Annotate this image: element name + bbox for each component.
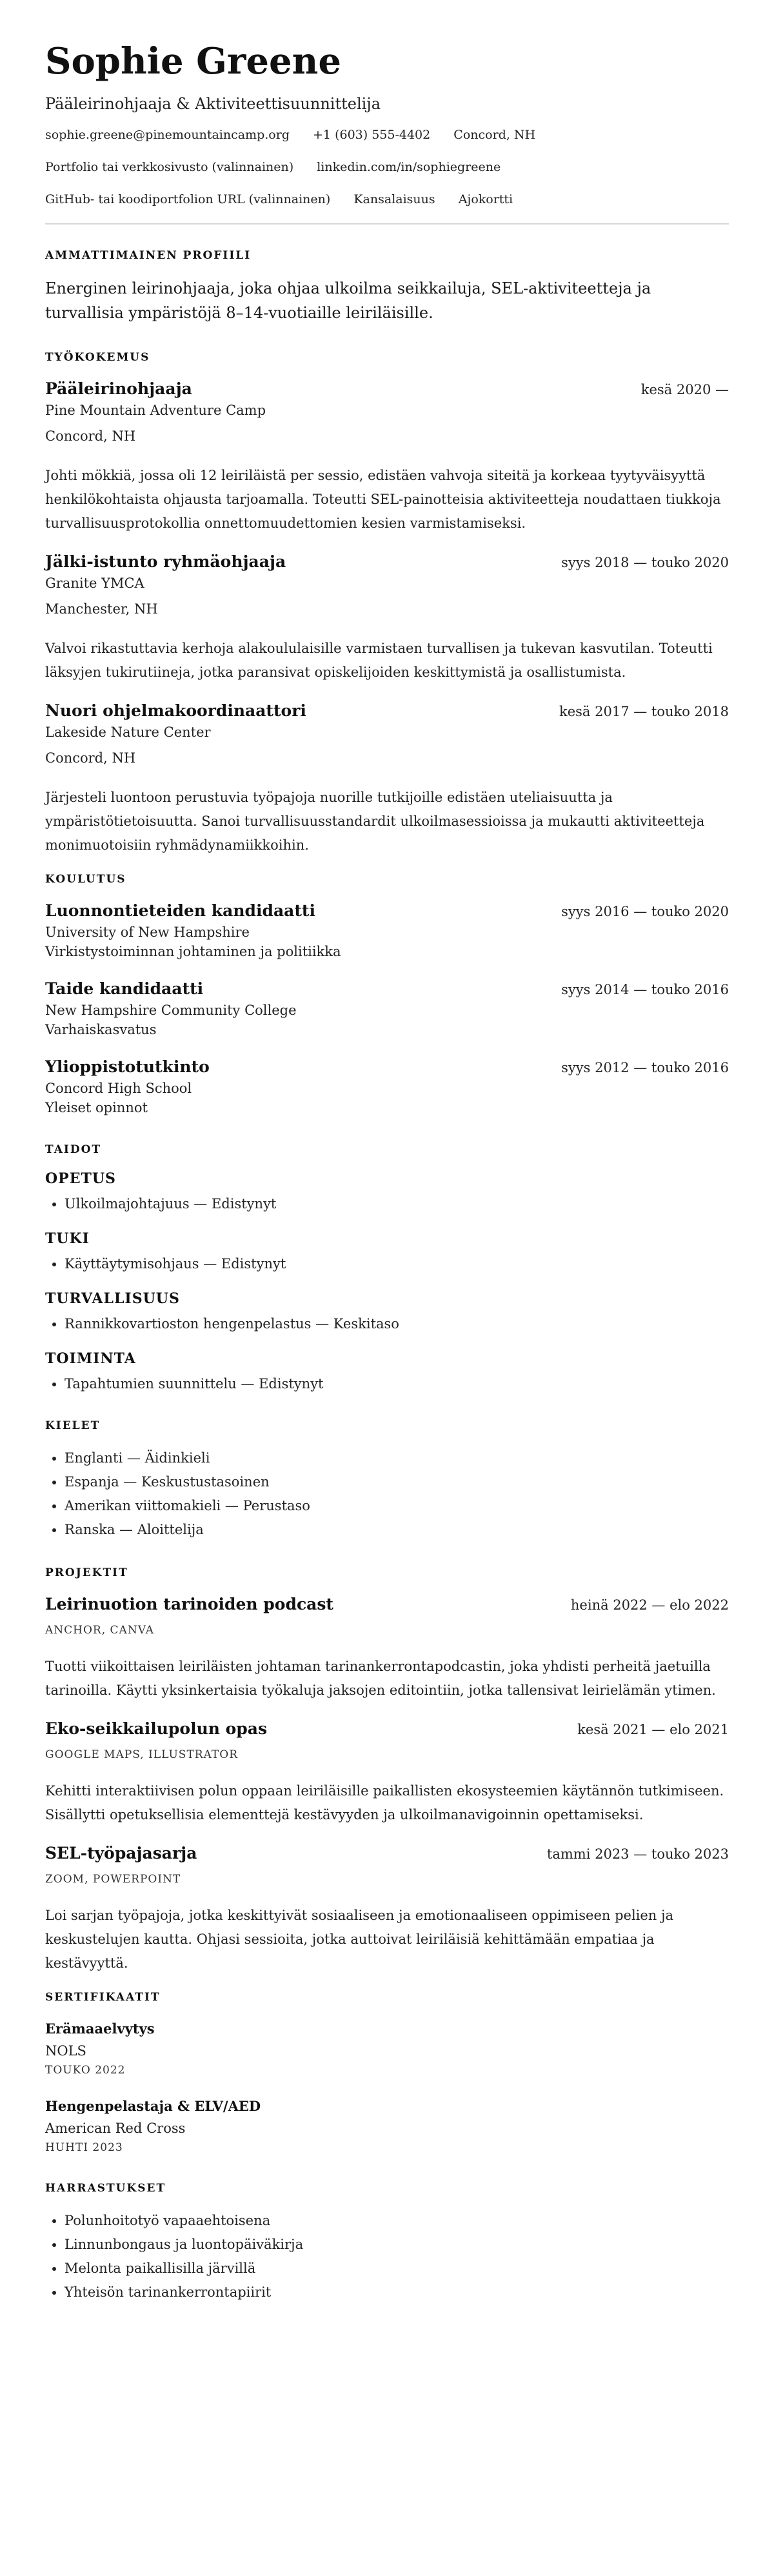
- job-employer: Granite YMCA: [45, 575, 144, 591]
- experience-entry: [45, 700, 729, 857]
- skill-item: • Ulkoilmajohtajuus — Edistynyt: [64, 1192, 729, 1216]
- certification-entry: [45, 2018, 729, 2079]
- education-entry: [45, 900, 729, 961]
- skill-item: • Tapahtumien suunnittelu — Edistynyt: [64, 1372, 729, 1396]
- education-entry: [45, 978, 729, 1039]
- hobby-item: • Melonta paikallisilla järvillä: [64, 2257, 729, 2281]
- skill-list: [45, 1312, 729, 1336]
- experience-heading: TYÖKOKEMUS: [45, 351, 150, 364]
- skills-heading: TAIDOT: [45, 1143, 102, 1156]
- job-description: Järjesteli luontoon perustuvia työpajoja nuorille tutkijoille edistäen uteliaisuutta ja ympäristötietoisuutta. Sanoi turvallisuusstandardit ulkoilmasessioissa ja mukautti aktiviteetteja monimuotoisiin ryhmädynamiikkoihin.: [45, 790, 705, 853]
- job-date: kesä 2017 — touko 2018: [559, 704, 729, 719]
- study-field: Varhaiskasvatus: [45, 1022, 157, 1037]
- project-entry: [45, 1718, 729, 1827]
- language-list: [45, 1446, 729, 1542]
- skill-category: TUKI: [45, 1230, 90, 1247]
- contact-row-2: [45, 159, 729, 175]
- contact-row-3: [45, 191, 729, 208]
- candidate-headline: Pääleirinohjaaja & Aktiviteettisuunnittelija: [45, 95, 381, 113]
- study-field: Virkistystoiminnan johtaminen ja politiikka: [45, 944, 341, 959]
- skill-list: [45, 1372, 729, 1396]
- project-entry: [45, 1593, 729, 1702]
- profile-heading: AMMATTIMAINEN PROFIILI: [45, 249, 252, 262]
- experience-section: [45, 351, 729, 857]
- project-title: SEL-työpajasarja: [45, 1844, 197, 1862]
- contact-location: Concord, NH: [453, 128, 536, 142]
- skills-section: [45, 1143, 729, 1396]
- profile-summary: Energinen leirinohjaaja, joka ohjaa ulkoilma seikkailuja, SEL-aktiviteetteja ja turvallisia ympäristöjä 8–14-vuotiaille leiriläisille.: [45, 279, 651, 322]
- job-location: Manchester, NH: [45, 601, 158, 617]
- project-description: Loi sarjan työpajoja, jotka keskittyivät sosiaaliseen ja emotionaaliseen oppimiseen pelien ja keskustelujen kautta. Ohjasi sessioita, jotka auttoivat leiriläisiä kehittämään empatiaa ja kestävyyttä.: [45, 1908, 674, 1971]
- contact-citizenship: Kansalaisuus: [353, 192, 435, 206]
- skill-list: [45, 1192, 729, 1216]
- certification-issuer: NOLS: [45, 2043, 86, 2059]
- contact-email[interactable]: sophie.greene@pinemountaincamp.org: [45, 128, 290, 142]
- school-name: New Hampshire Community College: [45, 1003, 297, 1018]
- project-date: kesä 2021 — elo 2021: [577, 1722, 729, 1737]
- experience-entry: [45, 551, 729, 684]
- degree-date: syys 2012 — touko 2016: [561, 1060, 729, 1075]
- skill-item: • Rannikkovartioston hengenpelastus — Keskitaso: [64, 1312, 729, 1336]
- project-entry: [45, 1842, 729, 1975]
- school-name: Concord High School: [45, 1081, 192, 1096]
- certification-entry: [45, 2095, 729, 2156]
- education-heading: KOULUTUS: [45, 873, 126, 886]
- project-date: heinä 2022 — elo 2022: [570, 1597, 729, 1613]
- project-description: Tuotti viikoittaisen leiriläisten johtaman tarinankerrontapodcastin, joka yhdisti perheitä jaetuilla tarinoilla. Käytti yksinkertaisia työkaluja jaksojen editointiin, jotka tallensivat leirielämän ytimen.: [45, 1659, 716, 1698]
- contact-phone[interactable]: +1 (603) 555-4402: [313, 128, 431, 142]
- resume-header: [45, 39, 729, 208]
- job-location: Concord, NH: [45, 750, 136, 766]
- language-item: • Englanti — Äidinkieli: [64, 1446, 729, 1470]
- contact-drivers-license: Ajokortti: [458, 192, 513, 206]
- certification-issuer: American Red Cross: [45, 2121, 186, 2136]
- languages-heading: KIELET: [45, 1419, 101, 1432]
- skill-category: OPETUS: [45, 1170, 116, 1187]
- experience-entry: [45, 378, 729, 535]
- projects-heading: PROJEKTIT: [45, 1566, 128, 1579]
- degree-title: Luonnontieteiden kandidaatti: [45, 901, 315, 920]
- degree-title: Taide kandidaatti: [45, 979, 204, 998]
- degree-date: syys 2016 — touko 2020: [561, 904, 729, 919]
- degree-date: syys 2014 — touko 2016: [561, 982, 729, 997]
- certification-name: Erämaaelvytys: [45, 2021, 155, 2037]
- contact-portfolio: Portfolio tai verkkosivusto (valinnainen): [45, 160, 294, 174]
- hobbies-heading: HARRASTUKSET: [45, 2182, 166, 2195]
- skill-category: TOIMINTA: [45, 1350, 136, 1367]
- hobby-list: [45, 2209, 729, 2304]
- skill-category: TURVALLISUUS: [45, 1290, 180, 1307]
- contact-linkedin[interactable]: linkedin.com/in/sophiegreene: [317, 160, 501, 174]
- contact-row-1: [45, 126, 729, 143]
- projects-section: [45, 1566, 729, 1975]
- project-tools: GOOGLE MAPS, ILLUSTRATOR: [45, 1748, 239, 1761]
- job-title: Nuori ohjelmakoordinaattori: [45, 701, 306, 720]
- candidate-name: Sophie Greene: [45, 40, 341, 83]
- languages-section: [45, 1419, 729, 1542]
- project-title: Leirinuotion tarinoiden podcast: [45, 1595, 333, 1613]
- job-title: Pääleirinohjaaja: [45, 379, 192, 398]
- school-name: University of New Hampshire: [45, 924, 250, 940]
- certification-name: Hengenpelastaja & ELV/AED: [45, 2098, 261, 2114]
- job-title: Jälki-istunto ryhmäohjaaja: [45, 552, 286, 571]
- project-tools: ZOOM, POWERPOINT: [45, 1873, 181, 1886]
- hobby-item: • Polunhoitotyö vapaaehtoisena: [64, 2209, 729, 2233]
- contact-github: GitHub- tai koodiportfolion URL (valinnainen): [45, 192, 331, 206]
- job-employer: Pine Mountain Adventure Camp: [45, 403, 266, 418]
- job-employer: Lakeside Nature Center: [45, 724, 211, 740]
- education-entry: [45, 1056, 729, 1117]
- certifications-section: [45, 1991, 729, 2156]
- skill-item: • Käyttäytymisohjaus — Edistynyt: [64, 1252, 729, 1276]
- project-title: Eko-seikkailupolun opas: [45, 1719, 268, 1738]
- hobby-item: • Linnunbongaus ja luontopäiväkirja: [64, 2233, 729, 2257]
- profile-section: [45, 249, 729, 325]
- header-divider: [45, 223, 729, 225]
- job-description: Johti mökkiä, jossa oli 12 leiriläistä per sessio, edistäen vahvoja siteitä ja korkeaa tyytyväisyyttä henkilökohtaista ohjausta tarjoamalla. Toteutti SEL-painotteisia aktiviteetteja noudattaen tiukkoja turvallisuusprotokollia onnettomuudettomien kesien varmistamiseksi.: [45, 468, 721, 531]
- project-date: tammi 2023 — touko 2023: [546, 1846, 729, 1862]
- education-section: [45, 873, 729, 1117]
- certifications-heading: SERTIFIKAATIT: [45, 1991, 161, 2004]
- language-item: • Amerikan viittomakieli — Perustaso: [64, 1494, 729, 1518]
- hobby-item: • Yhteisön tarinankerrontapiirit: [64, 2281, 729, 2304]
- job-description: Valvoi rikastuttavia kerhoja alakoululaisille varmistaen turvallisen ja tukevan kasvutilan. Toteutti läksyjen tukirutiineja, jotka paransivat opiskelijoiden keskittymistä ja osallistumista.: [45, 641, 713, 680]
- study-field: Yleiset opinnot: [45, 1100, 148, 1115]
- certification-date: TOUKO 2022: [45, 2064, 126, 2077]
- project-description: Kehitti interaktiivisen polun oppaan leiriläisille paikallisten ekosysteemien käytännön tutkimiseen. Sisällytti opetuksellisia elementtejä kestävyyden ja ulkoilmanavigoinnin opettamiseksi.: [45, 1783, 724, 1822]
- skill-list: [45, 1252, 729, 1276]
- project-tools: ANCHOR, CANVA: [45, 1624, 155, 1637]
- job-date: kesä 2020 —: [640, 382, 729, 397]
- language-item: • Espanja — Keskustustasoinen: [64, 1470, 729, 1494]
- language-item: • Ranska — Aloittelija: [64, 1518, 729, 1542]
- hobbies-section: [45, 2182, 729, 2304]
- job-date: syys 2018 — touko 2020: [561, 555, 729, 570]
- degree-title: Ylioppistotutkinto: [45, 1057, 210, 1076]
- job-location: Concord, NH: [45, 428, 136, 444]
- certification-date: HUHTI 2023: [45, 2141, 123, 2154]
